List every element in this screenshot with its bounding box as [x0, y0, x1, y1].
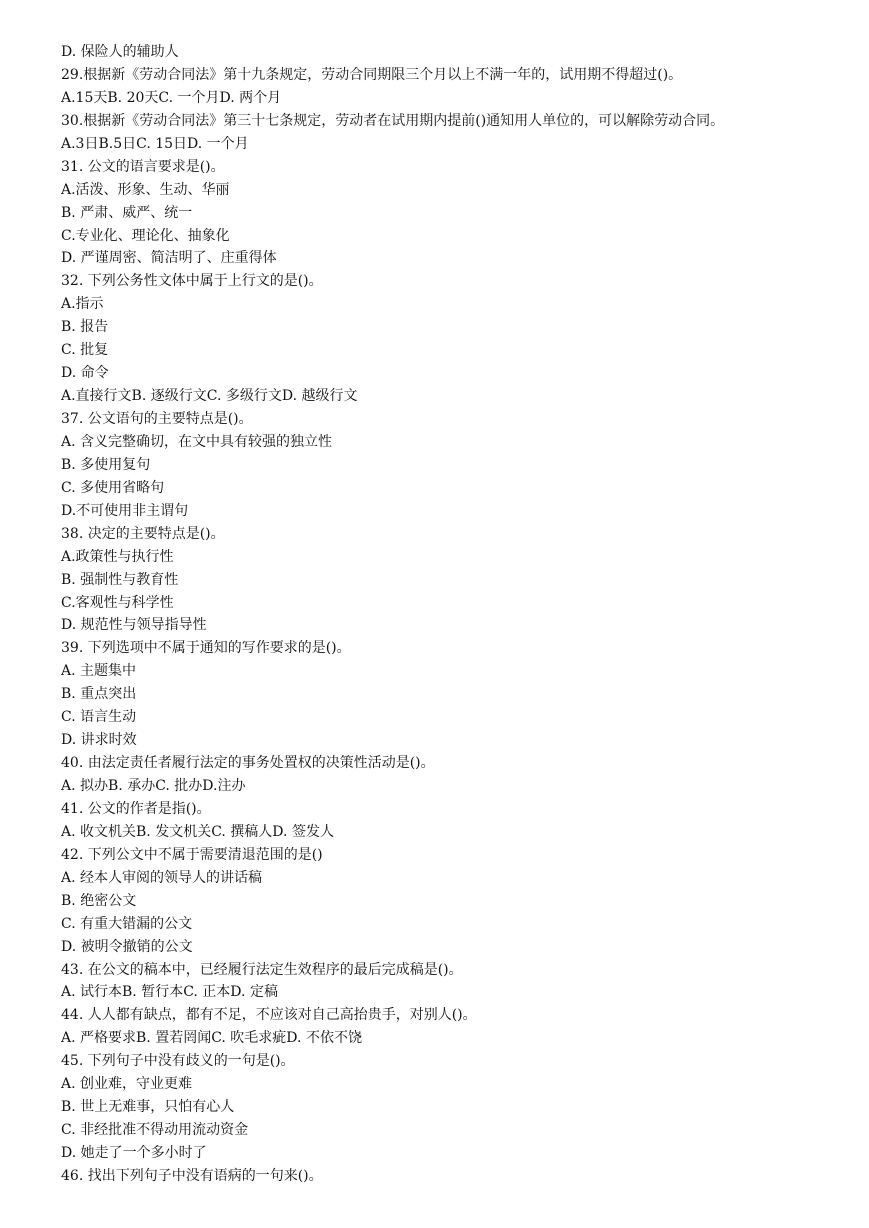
text-line: B. 重点突出 [61, 686, 137, 703]
document-body [61, 41, 849, 1188]
text-line: A. 收文机关B. 发文机关C. 撰稿人D. 签发人 [61, 823, 334, 840]
text-line: 44. 人人都有缺点，都有不足，不应该对自己高抬贵手，对别人()。 [61, 1007, 477, 1024]
text-line: C. 多使用省略句 [61, 479, 165, 496]
text-line: D. 她走了一个多小时了 [61, 1145, 207, 1161]
text-line: A.活泼、形象、生动、华丽 [61, 181, 230, 198]
text-line: A.直接行文B. 逐级行文C. 多级行文D. 越级行文 [61, 388, 358, 405]
text-line: 38. 决定的主要特点是()。 [61, 525, 225, 542]
text-line: 30.根据新《劳动合同法》第三十七条规定，劳动者在试用期内提前()通知用人单位的，可以解除劳动合同。 [61, 112, 725, 129]
text-line: B. 绝密公文 [61, 892, 137, 909]
text-line: D. 命令 [61, 365, 109, 382]
text-line: 31. 公文的语言要求是()。 [61, 158, 225, 175]
text-line: D. 保险人的辅助人 [61, 44, 179, 60]
text-line: A. 创业难，守业更难 [61, 1076, 193, 1093]
text-line: B. 多使用复句 [61, 456, 151, 473]
text-line: D.不可使用非主谓句 [61, 502, 189, 519]
text-line: A. 试行本B. 暂行本C. 正本D. 定稿 [61, 984, 278, 1001]
text-line: A.3日B.5日C. 15日D. 一个月 [61, 135, 249, 152]
text-line: A. 经本人审阅的领导人的讲话稿 [61, 869, 263, 886]
text-line: 37. 公文语句的主要特点是()。 [61, 411, 253, 427]
text-line: 40. 由法定责任者履行法定的事务处置权的决策性活动是()。 [61, 755, 435, 772]
text-line: C. 语言生动 [61, 709, 137, 726]
text-line: C. 非经批准不得动用流动资金 [61, 1122, 249, 1139]
text-line: A.指示 [61, 296, 104, 313]
text-line: 45. 下列句子中没有歧义的一句是()。 [61, 1053, 295, 1070]
text-line: D. 严谨周密、简洁明了、庄重得体 [61, 250, 277, 267]
text-line: D. 规范性与领导指导性 [61, 617, 207, 634]
text-line: A.政策性与执行性 [61, 548, 174, 565]
text-line: C.客观性与科学性 [61, 594, 174, 611]
text-line: 46. 找出下列句子中没有语病的一句来()。 [61, 1167, 323, 1184]
text-line: A. 主题集中 [61, 663, 137, 680]
text-line: 32. 下列公务性文体中属于上行文的是()。 [61, 273, 323, 290]
text-line: C. 批复 [61, 342, 109, 359]
text-line: A.15天B. 20天C. 一个月D. 两个月 [61, 89, 282, 106]
text-line: B. 世上无难事，只怕有心人 [61, 1099, 235, 1116]
text-line: C. 有重大错漏的公文 [61, 915, 193, 932]
text-line: A. 严格要求B. 置若罔闻C. 吹毛求疵D. 不依不饶 [61, 1030, 362, 1047]
text-line: A. 含义完整确切，在文中具有较强的独立性 [61, 433, 333, 450]
text-line: 39. 下列选项中不属于通知的写作要求的是()。 [61, 640, 351, 657]
text-line: A. 拟办B. 承办C. 批办D.注办 [61, 778, 246, 794]
text-line: 41. 公文的作者是指()。 [61, 800, 211, 817]
text-line: B. 报告 [61, 319, 109, 336]
text-line: C.专业化、理论化、抽象化 [61, 227, 230, 244]
text-line: 43. 在公文的稿本中，已经履行法定生效程序的最后完成稿是()。 [61, 961, 463, 978]
text-line: D. 被明令撤销的公文 [61, 938, 193, 955]
text-line: B. 严肃、威严、统一 [61, 204, 193, 221]
text-line: D. 讲求时效 [61, 732, 137, 749]
text-line: 42. 下列公文中不属于需要清退范围的是() [61, 846, 323, 863]
text-line: 29.根据新《劳动合同法》第十九条规定，劳动合同期限三个月以上不满一年的，试用期不得超过()。 [61, 66, 683, 83]
text-line: B. 强制性与教育性 [61, 571, 179, 588]
